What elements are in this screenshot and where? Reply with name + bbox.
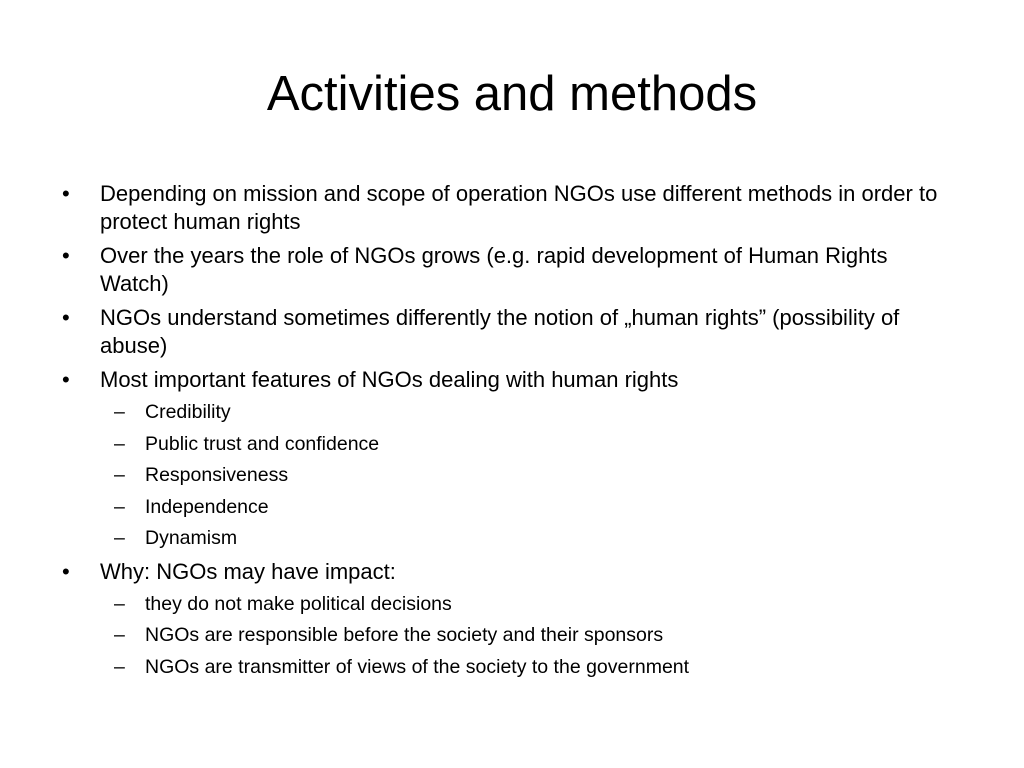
slide-title: Activities and methods xyxy=(266,67,758,121)
bullet-text: Over the years the role of NGOs grows (e.g. rapid development of Human Rights Watch) xyxy=(100,243,888,296)
bullet-icon: • xyxy=(62,305,70,330)
sub-bullet-text: Independence xyxy=(145,495,269,518)
dash-icon: – xyxy=(114,464,125,486)
bullet-icon: • xyxy=(62,181,70,206)
dash-icon: – xyxy=(114,592,125,615)
bullet-text: Depending on mission and scope of operation NGOs use different methods in order to protect human rights xyxy=(100,181,938,234)
sub-bullet-text: Credibility xyxy=(145,401,231,423)
sub-bullet-text: they do not make political decisions xyxy=(145,592,452,615)
dash-icon: – xyxy=(114,495,125,518)
sub-bullet-item xyxy=(100,623,960,647)
sub-bullet-item xyxy=(100,655,960,679)
bullet-text: Most important features of NGOs dealing with human rights xyxy=(100,367,679,392)
bullet-item xyxy=(60,242,960,298)
bullet-item xyxy=(60,366,960,550)
bullet-item xyxy=(60,558,960,679)
sub-bullet-item xyxy=(100,592,960,616)
dash-icon: – xyxy=(114,624,125,646)
sub-bullet-item xyxy=(100,400,960,424)
sub-bullet-list xyxy=(100,400,960,550)
sub-bullet-text: NGOs are transmitter of views of the society to the government xyxy=(145,655,690,678)
sub-bullet-item xyxy=(100,463,960,487)
sub-bullet-list xyxy=(100,592,960,679)
dash-icon: – xyxy=(114,527,125,549)
bullet-item xyxy=(60,180,960,236)
bullet-item xyxy=(60,304,960,360)
dash-icon: – xyxy=(114,655,125,678)
sub-bullet-item xyxy=(100,432,960,456)
bullet-icon: • xyxy=(62,558,70,584)
dash-icon: – xyxy=(114,401,125,423)
sub-bullet-item xyxy=(100,526,960,550)
sub-bullet-text: Public trust and confidence xyxy=(145,432,380,455)
sub-bullet-text: Dynamism xyxy=(145,527,238,549)
bullet-icon: • xyxy=(62,243,70,268)
sub-bullet-item xyxy=(100,495,960,519)
sub-bullet-text: Responsiveness xyxy=(145,464,289,486)
bullet-list xyxy=(60,180,960,686)
bullet-text: NGOs understand sometimes differently the notion of „human rights” (possibility of abuse) xyxy=(100,305,900,358)
dash-icon: – xyxy=(114,432,125,455)
bullet-icon: • xyxy=(62,367,70,392)
bullet-text: Why: NGOs may have impact: xyxy=(100,558,396,584)
sub-bullet-text: NGOs are responsible before the society and their sponsors xyxy=(145,624,664,646)
